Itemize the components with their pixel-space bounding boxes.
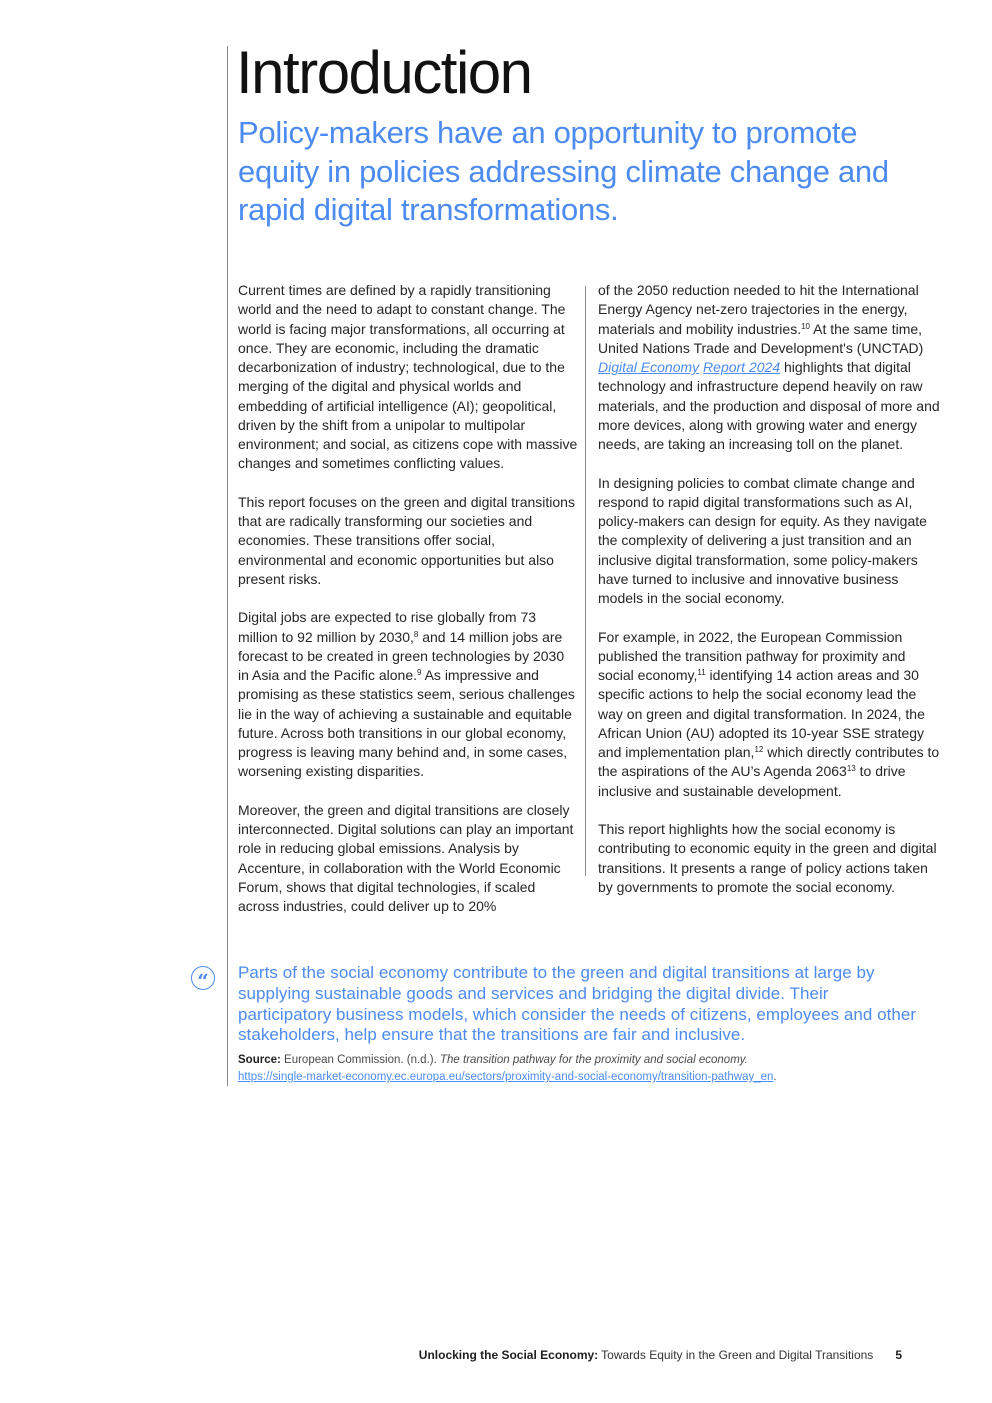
text: At the same time, United Nations Trade and Development's (UNCTAD) — [598, 320, 924, 356]
source-publication: The transition pathway for the proximity and social economy. — [439, 1054, 748, 1066]
paragraph — [238, 608, 578, 781]
text: highlights that digital technology and infrastructure depend heavily on raw materials, and the production and disposal of more and more devices, along with growing water and energy needs, are taking an increasing toll on the planet. — [598, 359, 940, 452]
column-divider — [585, 286, 586, 876]
text: Digital jobs are expected to rise globally from 73 million to 92 million by 2030, — [238, 609, 537, 645]
quote-source — [238, 1052, 938, 1086]
paragraph — [598, 281, 943, 454]
report-2024-link[interactable]: Report 2024 — [703, 359, 781, 375]
text: As impressive and promising as these statistics seem, serious challenges lie in the way of achieving a sustainable and equitable future. Across both transitions in our global economy, progress is leaving many behind and, in some cases, worsening existing disparities. — [238, 667, 575, 780]
paragraph: Current times are defined by a rapidly transitioning world and the need to adapt to constant change. The world is facing major transformations, all occurring at once. They are economic, including the dramatic decarbonization of industry; technological, due to the merging of the digital and physical worlds and embedding of artificial intelligence (AI); geopolitical, driven by the shift from a unipolar to multipolar environment; and social, as citizens cope with massive changes and sometimes conflicting values. — [238, 282, 578, 472]
quote-icon: “ — [191, 966, 215, 990]
text: of the 2050 reduction needed to hit the International Energy Agency net-zero trajectories in the energy, materials and mobility industries. — [598, 282, 919, 337]
text: For example, in 2022, the European Commission published the transition pathway for proximity and social economy, — [598, 628, 906, 683]
source-trailing: . — [773, 1071, 777, 1083]
right-column — [598, 281, 943, 916]
text: and 14 million jobs are forecast to be created in green technologies by 2030 in Asia and the Pacific alone. — [238, 628, 565, 683]
source-url-link[interactable]: https://single-market-economy.ec.europa.eu/sectors/proximity-and-social-economy/transition-pathway_en — [238, 1071, 774, 1083]
text: which directly contributes to the aspirations of the AU’s Agenda 2063 — [598, 744, 940, 780]
footnote-ref[interactable]: 12 — [754, 745, 764, 754]
footnote-ref[interactable]: 8 — [413, 629, 419, 639]
text: to drive inclusive and sustainable development. — [598, 763, 906, 799]
footnote-ref[interactable]: 11 — [697, 668, 706, 677]
paragraph: This report highlights how the social economy is contributing to economic equity in the green and digital transitions. It presents a range of policy actions taken by governments to promote the social economy. — [598, 821, 937, 895]
text: identifying 14 action areas and 30 specific actions to help the social economy lead the way on green and digital transformation. In 2024, the African Union (AU) adopted its 10-year SSE strategy and implementation plan, — [598, 667, 925, 760]
footnote-ref[interactable]: 9 — [417, 668, 422, 677]
footer-report-subtitle: Towards Equity in the Green and Digital Transitions — [601, 1348, 874, 1362]
pull-quote: Parts of the social economy contribute to the green and digital transitions at large by supplying sustainable goods and services and bridging the digital divide. Their participatory business models, which consider the needs of citizens, employees and other stakeholders, help ensure that the transitions are fair and inclusive. — [238, 963, 917, 1045]
left-margin-rule — [227, 46, 228, 1086]
paragraph: This report focuses on the green and digital transitions that are radically transforming our societies and economies. These transitions offer social, environmental and economic opportunities but also present risks. — [238, 493, 575, 587]
paragraph: In designing policies to combat climate change and respond to rapid digital transformations such as AI, policy-makers can design for equity. As they navigate the complexity of delivering a just transition and an inclusive digital transformation, some policy-makers have turned to inclusive and innovative business models in the social economy. — [598, 474, 927, 606]
paragraph: Moreover, the green and digital transitions are closely interconnected. Digital solutions can play an important role in reducing global emissions. Analysis by Accenture, in collaboration with the World Economic Forum, shows that digital technologies, if scaled across industries, could deliver up to 20% — [238, 801, 574, 914]
page-title: Introduction — [236, 39, 532, 106]
source-author: European Commission. (n.d.). — [284, 1054, 440, 1066]
paragraph — [598, 628, 943, 801]
page-footer — [419, 1346, 902, 1364]
left-column — [238, 281, 578, 936]
page-number: 5 — [895, 1348, 902, 1362]
footer-report-title: Unlocking the Social Economy: — [418, 1348, 599, 1362]
footnote-ref[interactable]: 13 — [846, 764, 856, 774]
footnote-ref[interactable]: 10 — [801, 321, 810, 331]
digital-economy-link[interactable]: Digital Economy — [598, 359, 700, 375]
source-label: Source: — [238, 1054, 281, 1066]
page-subtitle: Policy-makers have an opportunity to promote equity in policies addressing climate change and rapid digital transformations. — [238, 115, 889, 227]
